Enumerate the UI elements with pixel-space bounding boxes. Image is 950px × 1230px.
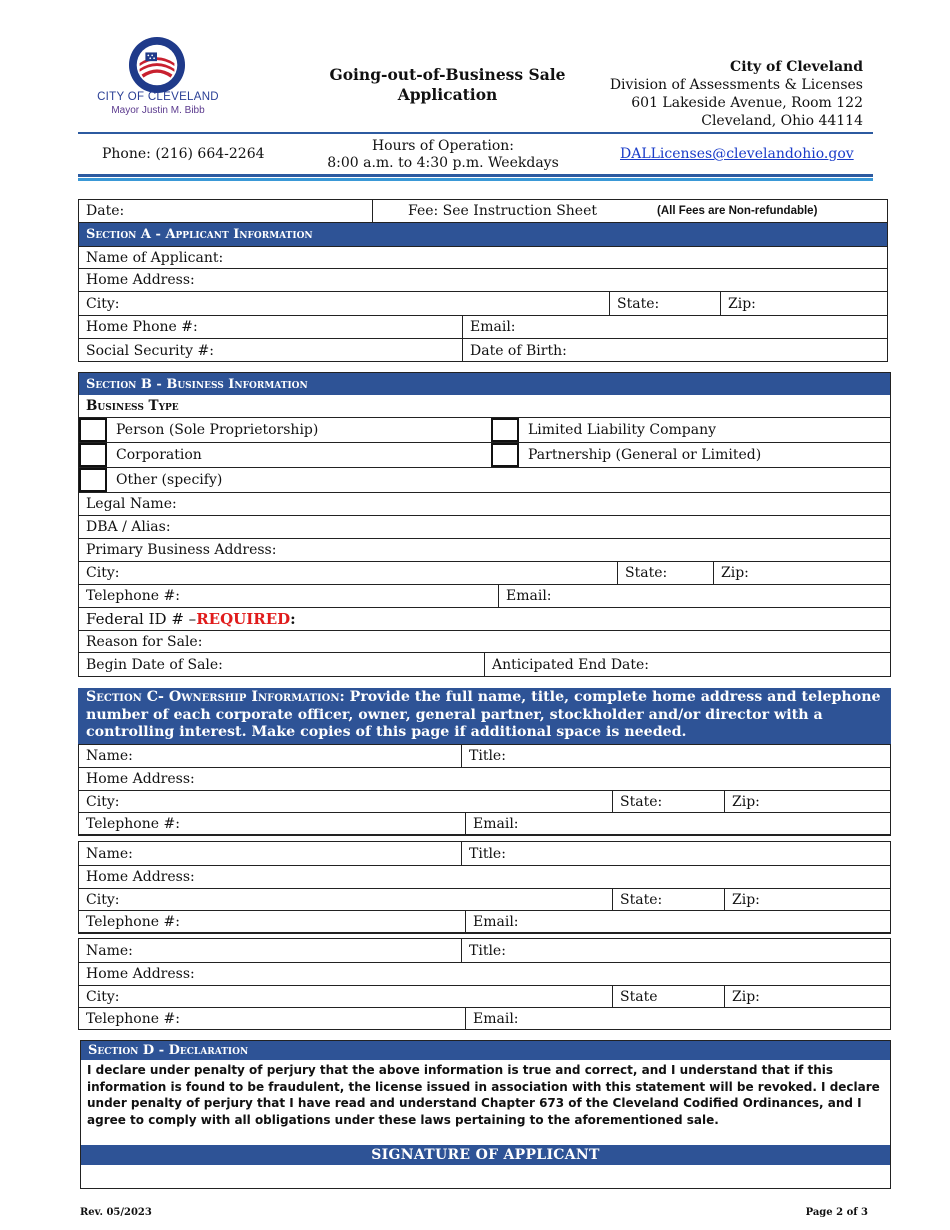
owner-title-field[interactable]: Title: bbox=[461, 842, 890, 865]
revision-label: Rev. 05/2023 bbox=[80, 1207, 152, 1218]
applicant-home-phone-field[interactable]: Home Phone #: bbox=[86, 319, 198, 335]
owner-title-field[interactable]: Title: bbox=[461, 939, 890, 962]
applicant-ssn-field[interactable]: Social Security #: bbox=[86, 342, 214, 359]
date-fee-row bbox=[79, 200, 887, 223]
reason-row bbox=[79, 631, 890, 653]
section-c-header: Section C- Ownership Information: Provide the full name, title, complete home address and telephone number of each corporate officer, owner, general partner, stockholder and/or director with a controlling interest. Make copies of this page if additional space is needed. bbox=[86, 689, 881, 741]
header-divider-light bbox=[78, 178, 873, 181]
legal-name-field[interactable]: Legal Name: bbox=[86, 496, 177, 512]
signature-field[interactable] bbox=[81, 1165, 890, 1188]
applicant-email-field[interactable]: Email: bbox=[462, 316, 887, 338]
section-a-header: Section A - Applicant Information bbox=[79, 223, 887, 246]
owner-phone-row bbox=[79, 1008, 890, 1030]
owner-city-field[interactable]: City: bbox=[86, 793, 120, 810]
corporation-label: Corporation bbox=[116, 447, 202, 463]
required-marker: REQUIRED bbox=[196, 610, 291, 628]
sole-proprietorship-checkbox[interactable] bbox=[79, 418, 107, 442]
owner-home-address-field[interactable]: Home Address: bbox=[86, 966, 195, 982]
owner-state-field[interactable]: State bbox=[612, 986, 724, 1007]
section-c-header-box bbox=[78, 688, 891, 744]
owner-phone-row bbox=[79, 911, 890, 933]
owner-zip-field[interactable]: Zip: bbox=[724, 889, 890, 910]
applicant-phone-row bbox=[79, 316, 887, 339]
business-type-row bbox=[79, 395, 890, 418]
legal-name-row bbox=[79, 493, 890, 516]
owner-name-field[interactable]: Name: bbox=[86, 748, 133, 764]
owner-city-row bbox=[79, 986, 890, 1008]
other-type-checkbox[interactable] bbox=[79, 468, 107, 492]
phone-number: Phone: (216) 664-2264 bbox=[102, 146, 265, 162]
owner-state-field[interactable]: State: bbox=[612, 889, 724, 910]
dba-row bbox=[79, 516, 890, 539]
business-telephone-field[interactable]: Telephone #: bbox=[86, 588, 180, 604]
business-type-option-row-1 bbox=[79, 418, 890, 443]
owner-address-row bbox=[79, 963, 890, 986]
declaration-text: I declare under penalty of perjury that the above information is true and correct, and I understand that if this information is found to be fraudulent, the license issued in association with this statement will be revoked. I declare under penalty of perjury that I have read and understand Chapter 673 of the Cleveland Codified Ordinances, and I agree to comply with all obligations under these laws pertaining to the aforementioned sale. bbox=[87, 1063, 880, 1127]
form-title: Going-out-of-Business Sale Application bbox=[329, 65, 566, 104]
owner-email-field[interactable]: Email: bbox=[465, 813, 890, 835]
owner-home-address-field[interactable]: Home Address: bbox=[86, 869, 195, 885]
federal-id-field[interactable]: Federal ID # – REQUIRED : bbox=[86, 610, 296, 628]
owner-email-field[interactable]: Email: bbox=[465, 1008, 890, 1030]
contact-email-link[interactable]: DALLicenses@clevelandohio.gov bbox=[620, 146, 854, 162]
signature-header: SIGNATURE OF APPLICANT bbox=[81, 1145, 890, 1165]
applicant-city-field[interactable]: City: bbox=[86, 295, 120, 312]
fee-field: Fee: See Instruction Sheet (All Fees are Non-refundable) bbox=[372, 200, 887, 222]
section-d-header: Section D - Declaration bbox=[81, 1041, 890, 1060]
owner-block-2 bbox=[78, 841, 891, 934]
business-type-option-row-2 bbox=[79, 443, 890, 468]
federal-id-row bbox=[79, 608, 890, 631]
applicant-zip-field[interactable]: Zip: bbox=[720, 292, 887, 315]
partnership-checkbox[interactable] bbox=[491, 443, 519, 467]
owner-city-field[interactable]: City: bbox=[86, 988, 120, 1005]
section-b-box bbox=[78, 372, 891, 677]
applicant-name-row bbox=[79, 246, 887, 269]
applicant-name-field[interactable]: Name of Applicant: bbox=[86, 249, 224, 266]
owner-city-row bbox=[79, 791, 890, 813]
business-phone-row bbox=[79, 585, 890, 608]
owner-phone-row bbox=[79, 813, 890, 835]
primary-business-address-field[interactable]: Primary Business Address: bbox=[86, 542, 277, 558]
corporation-checkbox[interactable] bbox=[79, 443, 107, 467]
owner-telephone-field[interactable]: Telephone #: bbox=[86, 816, 180, 832]
section-a-box bbox=[78, 199, 888, 362]
business-city-field[interactable]: City: bbox=[86, 565, 120, 581]
owner-title-field[interactable]: Title: bbox=[461, 745, 890, 767]
sale-dates-row bbox=[79, 653, 890, 676]
city-label: CITY OF CLEVELAND bbox=[97, 91, 219, 103]
applicant-state-field[interactable]: State: bbox=[609, 292, 720, 315]
business-zip-field[interactable]: Zip: bbox=[713, 562, 890, 584]
header-divider bbox=[78, 132, 873, 134]
business-state-field[interactable]: State: bbox=[617, 562, 713, 584]
owner-address-row bbox=[79, 866, 890, 889]
other-type-label: Other (specify) bbox=[116, 472, 223, 488]
sole-proprietorship-label: Person (Sole Proprietorship) bbox=[116, 422, 319, 438]
owner-name-field[interactable]: Name: bbox=[86, 845, 133, 862]
owner-telephone-field[interactable]: Telephone #: bbox=[86, 1011, 180, 1027]
business-type-option-row-3 bbox=[79, 468, 890, 493]
owner-name-field[interactable]: Name: bbox=[86, 942, 133, 959]
business-email-field[interactable]: Email: bbox=[498, 585, 890, 607]
section-d-box bbox=[80, 1040, 891, 1189]
dba-field[interactable]: DBA / Alias: bbox=[86, 519, 171, 535]
owner-address-row bbox=[79, 768, 890, 791]
date-field[interactable]: Date: bbox=[86, 203, 125, 219]
owner-state-field[interactable]: State: bbox=[612, 791, 724, 812]
city-seal-logo bbox=[128, 36, 186, 94]
applicant-dob-field[interactable]: Date of Birth: bbox=[462, 339, 887, 362]
owner-zip-field[interactable]: Zip: bbox=[724, 986, 890, 1007]
reason-for-sale-field[interactable]: Reason for Sale: bbox=[86, 633, 203, 650]
owner-telephone-field[interactable]: Telephone #: bbox=[86, 914, 180, 930]
owner-city-row bbox=[79, 889, 890, 911]
business-type-label: Business Type bbox=[86, 398, 179, 414]
llc-checkbox[interactable] bbox=[491, 418, 519, 442]
owner-home-address-field[interactable]: Home Address: bbox=[86, 771, 195, 787]
owner-email-field[interactable]: Email: bbox=[465, 911, 890, 933]
owner-name-row bbox=[79, 745, 890, 768]
business-city-row bbox=[79, 562, 890, 585]
owner-name-row bbox=[79, 939, 890, 963]
owner-zip-field[interactable]: Zip: bbox=[724, 791, 890, 812]
primary-address-row bbox=[79, 539, 890, 562]
begin-date-field[interactable]: Begin Date of Sale: bbox=[86, 656, 223, 673]
owner-block-3 bbox=[78, 938, 891, 1030]
end-date-field[interactable]: Anticipated End Date: bbox=[484, 653, 890, 676]
page-number: Page 2 of 3 bbox=[805, 1207, 868, 1218]
llc-label: Limited Liability Company bbox=[528, 422, 717, 438]
applicant-address-row bbox=[79, 269, 887, 292]
applicant-city-row bbox=[79, 292, 887, 316]
header-divider-dark bbox=[78, 174, 873, 177]
section-b-header: Section B - Business Information bbox=[79, 373, 890, 395]
applicant-home-address-field[interactable]: Home Address: bbox=[86, 272, 195, 288]
org-address-block: City of Cleveland Division of Assessments & Licenses 601 Lakeside Avenue, Room 122 Cleveland, Ohio 44114 bbox=[609, 59, 863, 129]
mayor-label: Mayor Justin M. Bibb bbox=[111, 105, 205, 116]
owner-city-field[interactable]: City: bbox=[86, 891, 120, 908]
owner-block-1 bbox=[78, 744, 891, 836]
partnership-label: Partnership (General or Limited) bbox=[528, 447, 762, 463]
applicant-ssn-row bbox=[79, 339, 887, 362]
owner-name-row bbox=[79, 842, 890, 866]
hours-of-operation: Hours of Operation: 8:00 a.m. to 4:30 p.m. Weekdays bbox=[327, 138, 559, 171]
